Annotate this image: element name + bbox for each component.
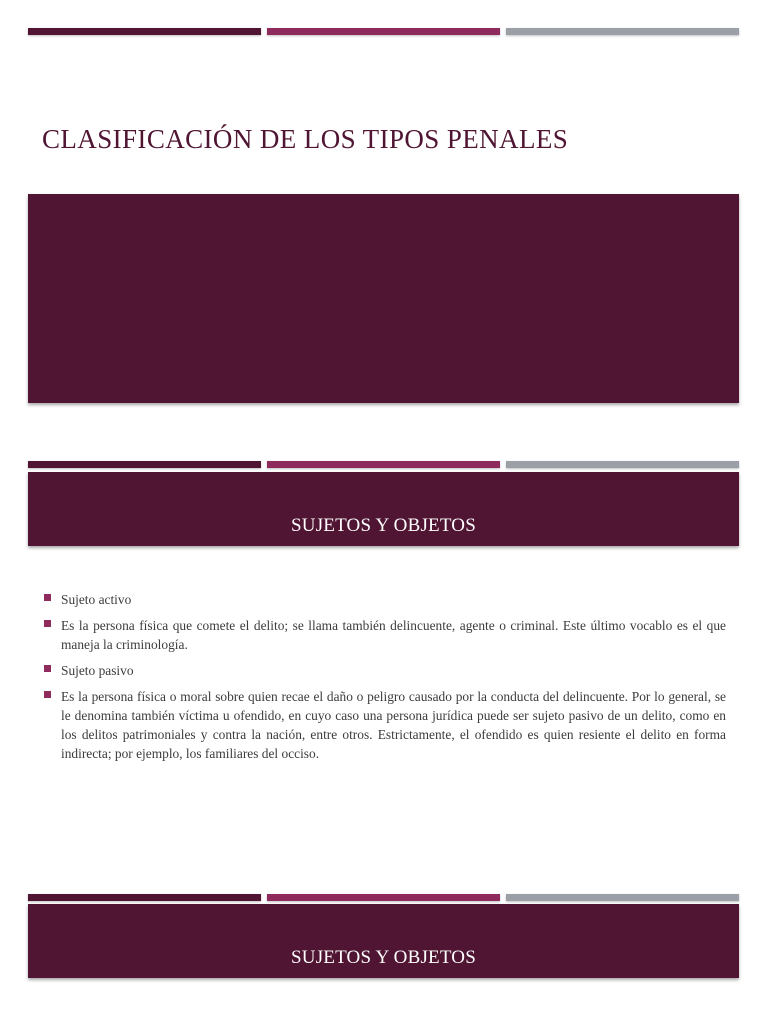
accent-bar-gray [506,28,739,35]
bullet-list [44,590,726,770]
square-bullet-icon [44,620,51,627]
square-bullet-icon [44,665,51,672]
accent-bar-magenta [267,461,500,468]
square-bullet-icon [44,594,51,601]
bullet-text: Es la persona física o moral sobre quien recae el daño o peligro causado por la conducta del delincuente. Por lo general, se le denomina también víctima u ofendido, en cuyo caso una persona jurídica puede ser sujeto pasivo de un delito, como en los delitos patrimoniales y contra la nación, entre otros. Estrictamente, el ofendido es quien resiente el delito en forma indirecta; por ejemplo, los familiares del occiso. [61,689,726,761]
title-content-panel [28,194,739,403]
accent-bar-magenta [267,28,500,35]
accent-bar-magenta [267,894,500,901]
section-heading: SUJETOS Y OBJETOS [291,515,476,536]
square-bullet-icon [44,691,51,698]
bullet-item [44,616,726,654]
bullet-text: Sujeto activo [61,592,132,607]
bullet-item [44,590,726,609]
accent-bar-gray [506,894,739,901]
accent-bar-gray [506,461,739,468]
heading-panel [28,472,739,546]
bullet-item [44,661,726,680]
accent-bar-dark [28,28,261,35]
heading-panel [28,904,739,978]
accent-bar-dark [28,461,261,468]
bullet-text: Sujeto pasivo [61,663,134,678]
bullet-item [44,687,726,763]
accent-bar-dark [28,894,261,901]
slide-title: CLASIFICACIÓN DE LOS TIPOS PENALES [42,124,569,154]
section-heading: SUJETOS Y OBJETOS [291,947,476,968]
bullet-text: Es la persona física que comete el delito; se llama también delincuente, agente o criminal. Este último vocablo es el que maneja la criminología. [61,618,726,652]
